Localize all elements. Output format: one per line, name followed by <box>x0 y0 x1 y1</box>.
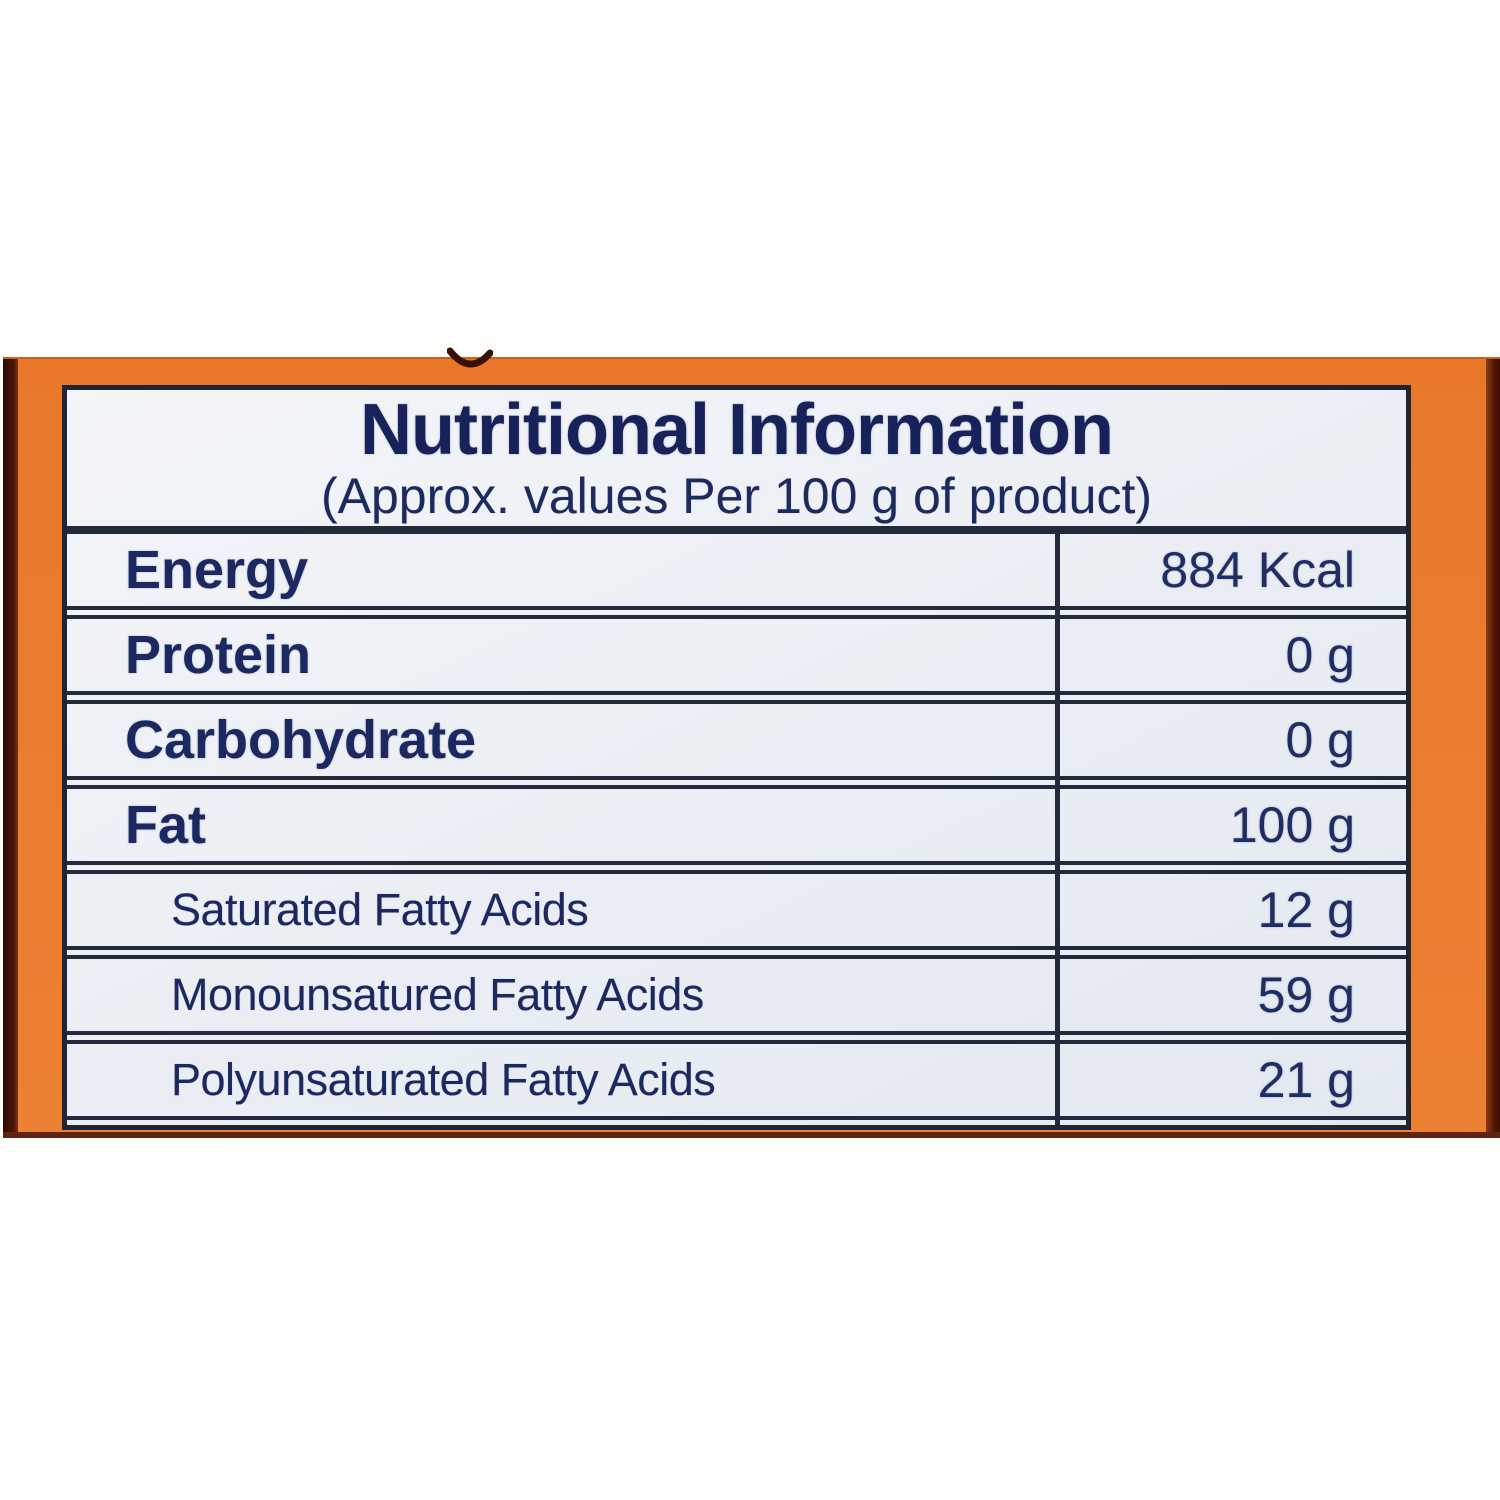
label-right-dark-edge <box>1486 359 1500 1132</box>
table-row-fat <box>67 785 1406 865</box>
table-subtitle: (Approx. values Per 100 g of product) <box>320 467 1152 524</box>
row-label: Energy <box>125 540 309 600</box>
row-value: 12 g <box>1257 882 1355 938</box>
nutrition-label-photo <box>3 357 1500 1138</box>
table-row-saturated-fatty-acids <box>67 870 1406 950</box>
row-label: Saturated Fatty Acids <box>171 884 589 935</box>
table-row-monounsaturated-fatty-acids <box>67 955 1406 1035</box>
row-label: Carbohydrate <box>125 710 477 770</box>
table-row-protein <box>67 615 1406 695</box>
row-label: Protein <box>125 625 312 685</box>
value-column-divider <box>1055 526 1060 1125</box>
table-row-polyunsaturated-fatty-acids <box>67 1040 1406 1120</box>
nutrition-table <box>62 385 1411 1130</box>
row-value: 0 g <box>1285 627 1355 683</box>
row-value: 100 g <box>1229 797 1355 853</box>
row-value: 21 g <box>1257 1052 1355 1108</box>
row-label: Fat <box>125 795 206 855</box>
row-value: 0 g <box>1285 712 1355 768</box>
row-label: Polyunsaturated Fatty Acids <box>171 1054 716 1105</box>
row-value: 884 Kcal <box>1160 542 1355 598</box>
table-title: Nutritional Information <box>360 390 1113 470</box>
label-left-dark-edge <box>3 359 18 1132</box>
table-row-energy <box>67 530 1406 610</box>
row-label: Monounsatured Fatty Acids <box>171 969 704 1020</box>
table-header <box>67 390 1406 530</box>
table-row-carbohydrate <box>67 700 1406 780</box>
row-value: 59 g <box>1257 967 1355 1023</box>
stray-ink-mark <box>447 344 493 377</box>
